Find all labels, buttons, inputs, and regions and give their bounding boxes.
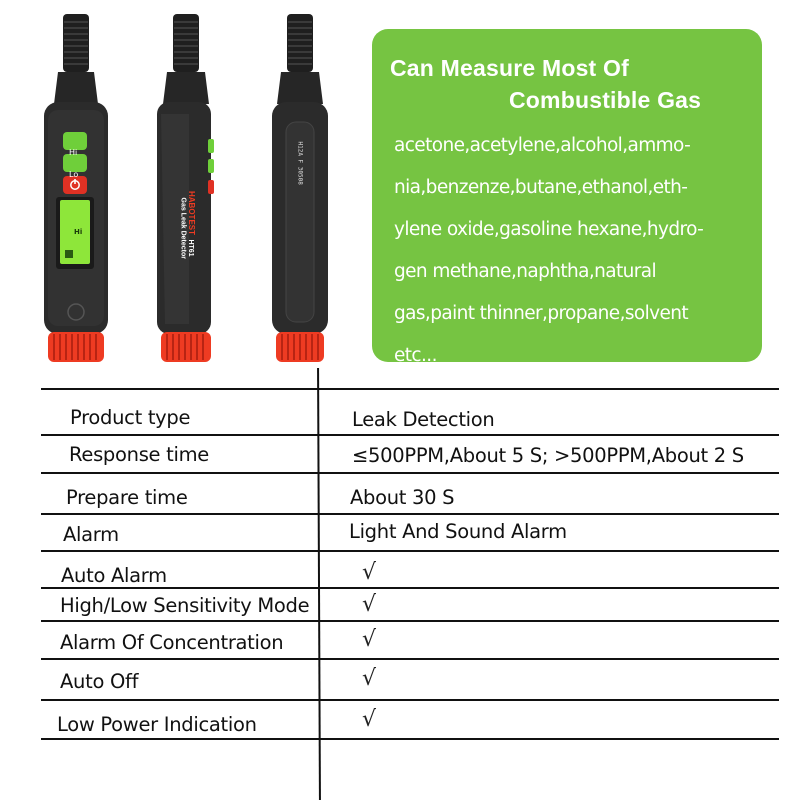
gas-list [394,125,749,377]
hi-button-label: Hi [69,148,78,157]
table-column-divider [317,368,321,800]
spec-label: High/Low Sensitivity Mode [60,594,310,617]
check-mark: √ [362,627,377,652]
spec-value: Leak Detection [352,408,495,431]
brand-label: HABOTEST [187,191,196,235]
panel-heading-line2: Combustible Gas [509,87,702,113]
serial-label: H12A F 30508 [296,141,304,185]
gas-line: gen methane,naphtha,natural [394,261,657,282]
gas-line: etc... [394,345,437,366]
gas-line: nia,benzenze,butane,ethanol,eth- [394,177,688,198]
table-divider [41,699,779,701]
check-mark: √ [362,707,377,732]
spec-value: ≤500PPM,About 5 S; >500PPM,About 2 S [352,444,744,467]
table-divider [41,738,779,740]
spec-label: Response time [69,443,210,466]
panel-heading-line1: Can Measure Most Of [390,55,629,81]
model-label: HT61 [187,239,194,257]
screen-text: Hi [74,228,83,236]
spec-label: Auto Alarm [61,564,167,587]
table-divider [41,550,779,552]
combustible-gas-panel [372,29,762,366]
spec-label: Alarm [63,523,119,546]
spec-label: Product type [70,406,191,429]
spec-label: Low Power Indication [57,713,257,736]
check-mark: √ [362,560,377,585]
detector-front-view [38,14,114,366]
table-divider [41,513,779,515]
gas-line: acetone,acetylene,alcohol,ammo- [394,135,691,156]
table-divider [41,388,779,390]
table-divider [41,658,779,660]
check-mark: √ [362,666,377,691]
gas-line: ylene oxide,gasoline hexane,hydro- [394,219,704,240]
spec-label: Auto Off [60,670,139,693]
detector-side-view [155,14,223,366]
table-divider [41,587,779,589]
table-divider [41,434,779,436]
check-mark: √ [362,592,377,617]
table-divider [41,472,779,474]
spec-value: Light And Sound Alarm [349,520,567,543]
spec-value: About 30 S [350,486,455,509]
spec-label: Prepare time [66,486,188,509]
lo-button-label: Lo [69,170,79,179]
spec-label: Alarm Of Concentration [60,631,284,654]
table-divider [41,620,779,622]
detector-back-view [268,14,332,366]
gas-line: gas,paint thinner,propane,solvent [394,303,689,324]
product-subtitle: Gas Leak Detector [179,197,187,259]
